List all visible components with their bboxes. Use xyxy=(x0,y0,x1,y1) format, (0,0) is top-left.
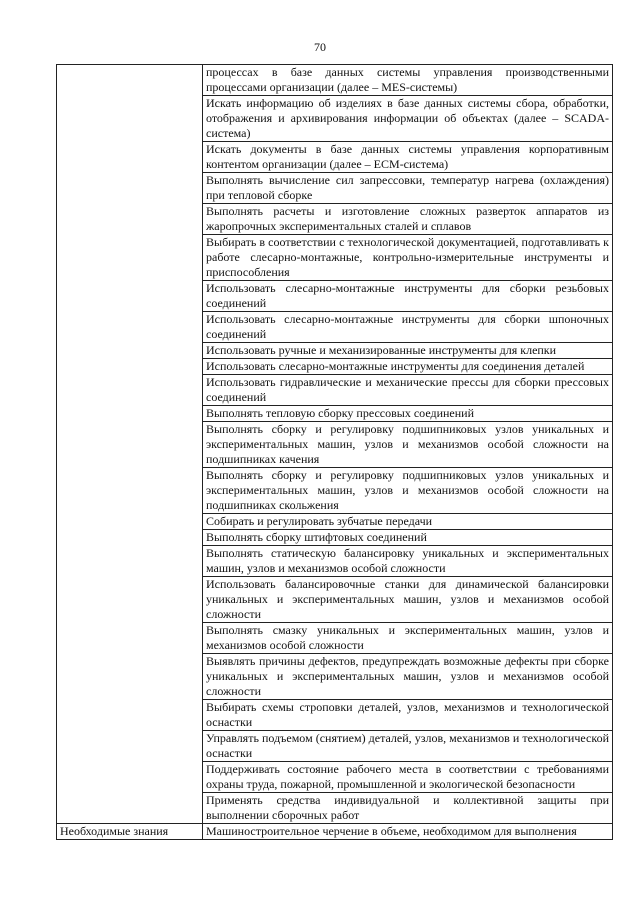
skill-item: процессах в базе данных системы управления производственными процессами организации (далее – MES-системы) xyxy=(203,65,613,96)
skill-item: Искать информацию об изделиях в базе данных системы сбора, обработки, отображения и архивирования информации об объектах (далее – SCADA-система) xyxy=(203,96,613,142)
skill-item: Выбирать схемы строповки деталей, узлов, механизмов и технологической оснастки xyxy=(203,700,613,731)
skill-item: Поддерживать состояние рабочего места в соответствии с требованиями охраны труда, пожарной, промышленной и экологической безопасности xyxy=(203,762,613,793)
skill-item: Использовать слесарно-монтажные инструменты для сборки резьбовых соединений xyxy=(203,281,613,312)
skill-item: Выполнять расчеты и изготовление сложных разверток аппаратов из жаропрочных экспериментальных сталей и сплавов xyxy=(203,204,613,235)
skill-item: Искать документы в базе данных системы управления корпоративным контентом организации (далее – ECM-система) xyxy=(203,142,613,173)
skill-item: Выполнять сборку и регулировку подшипниковых узлов уникальных и экспериментальных машин, узлов и механизмов особой сложности на подшипниках качения xyxy=(203,422,613,468)
skill-item: Выполнять сборку и регулировку подшипниковых узлов уникальных и экспериментальных машин, узлов и механизмов особой сложности на подшипниках скольжения xyxy=(203,468,613,514)
skill-item: Выявлять причины дефектов, предупреждать возможные дефекты при сборке уникальных и экспериментальных машин, узлов и механизмов особой сложности xyxy=(203,654,613,700)
skill-item: Использовать балансировочные станки для динамической балансировки уникальных и экспериментальных машин, узлов и механизмов особой сложности xyxy=(203,577,613,623)
skill-item: Выполнять тепловую сборку прессовых соединений xyxy=(203,406,613,422)
skills-label-cell xyxy=(57,65,203,824)
skill-item: Выполнять сборку штифтовых соединений xyxy=(203,530,613,546)
skill-item: Использовать слесарно-монтажные инструменты для сборки шпоночных соединений xyxy=(203,312,613,343)
skill-item: Применять средства индивидуальной и коллективной защиты при выполнении сборочных работ xyxy=(203,793,613,824)
skill-item: Собирать и регулировать зубчатые передачи xyxy=(203,514,613,530)
skill-item: Выполнять вычисление сил запрессовки, температур нагрева (охлаждения) при тепловой сборке xyxy=(203,173,613,204)
skill-item: Использовать слесарно-монтажные инструменты для соединения деталей xyxy=(203,359,613,375)
competency-table xyxy=(56,64,613,840)
table-row xyxy=(57,65,613,96)
knowledge-item: Машиностроительное черчение в объеме, необходимом для выполнения xyxy=(203,824,613,840)
skill-item: Использовать ручные и механизированные инструменты для клепки xyxy=(203,343,613,359)
skill-item: Управлять подъемом (снятием) деталей, узлов, механизмов и технологической оснастки xyxy=(203,731,613,762)
skill-item: Выполнять статическую балансировку уникальных и экспериментальных машин, узлов и механизмов особой сложности xyxy=(203,546,613,577)
skill-item: Выбирать в соответствии с технологической документацией, подготавливать к работе слесарно-монтажные, контрольно-измерительные инструменты и приспособления xyxy=(203,235,613,281)
knowledge-label: Необходимые знания xyxy=(57,824,203,840)
skill-item: Использовать гидравлические и механические прессы для сборки прессовых соединений xyxy=(203,375,613,406)
skill-item: Выполнять смазку уникальных и экспериментальных машин, узлов и механизмов особой сложности xyxy=(203,623,613,654)
page-number: 70 xyxy=(314,40,326,54)
table-row xyxy=(57,824,613,840)
